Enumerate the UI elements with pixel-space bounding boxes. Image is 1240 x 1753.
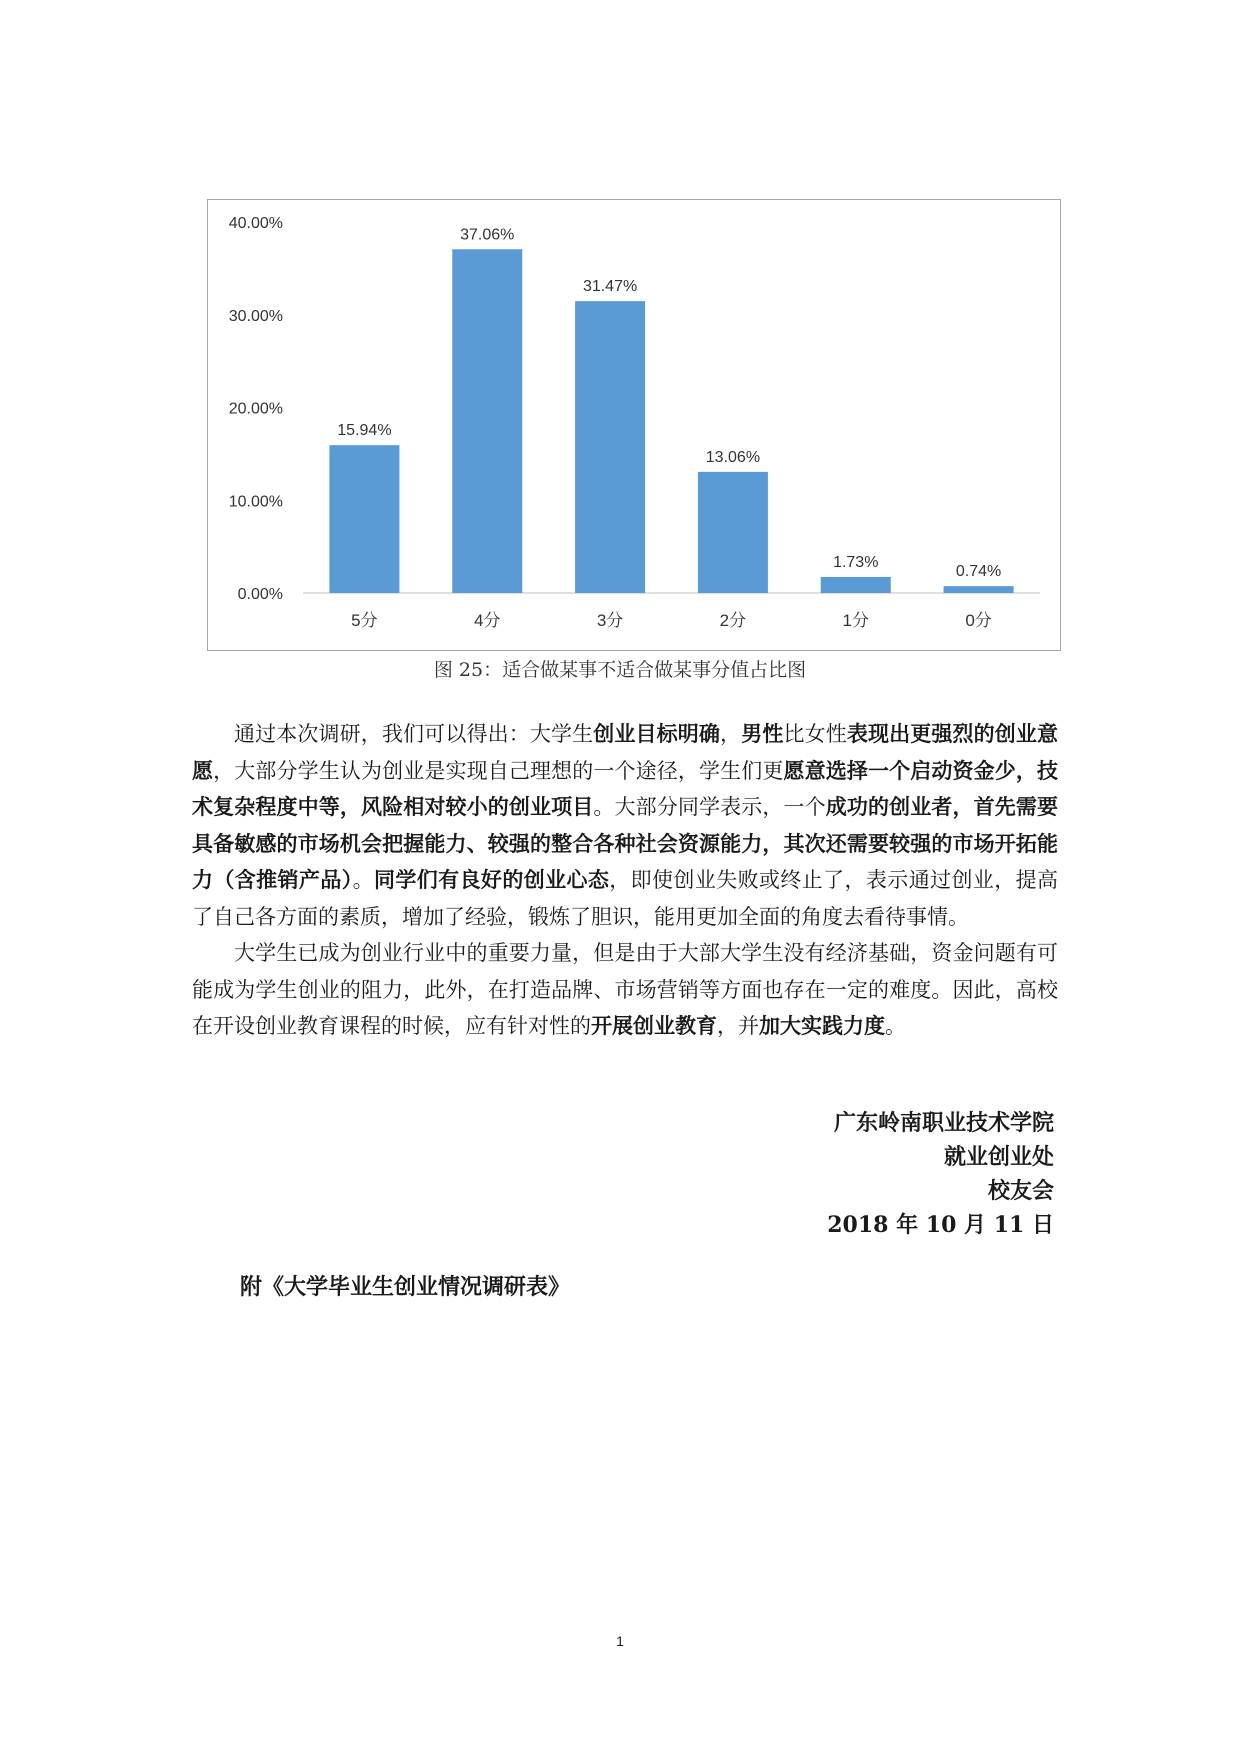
x-tick-label: 3分 — [596, 611, 624, 630]
signature-dept: 就业创业处 — [943, 1144, 1054, 1170]
paragraph-2 — [192, 935, 1058, 1045]
text-run-4: 。 — [885, 1014, 906, 1038]
x-tick-label: 4分 — [474, 611, 501, 630]
bold-text-run-1: 开展创业教育 — [591, 1013, 717, 1038]
bar-chart-svg — [208, 200, 1060, 650]
data-label: 0.74% — [955, 563, 1002, 581]
x-tick-label: 0分 — [965, 611, 992, 630]
bold-text-run-3: 男性 — [741, 721, 784, 746]
page-number: 1 — [616, 1633, 624, 1649]
bar — [821, 577, 891, 593]
bar-chart — [207, 199, 1061, 651]
text-run-2: ， — [720, 722, 742, 746]
y-tick-label: 0.00% — [237, 586, 283, 603]
bar — [698, 472, 768, 593]
data-label: 31.47% — [582, 278, 638, 296]
bold-text-run-5: 表现出更强烈的创业意愿 — [192, 721, 1059, 783]
appendix-title: 附《大学毕业生创业情况调研表》 — [240, 1274, 571, 1300]
body-text — [192, 716, 1058, 1045]
data-label: 37.06% — [460, 226, 515, 244]
bold-text-run-9: 成功的创业者，首先需要具备敏感的市场机会把握能力、较强的整合各种社会资源能力，其次还需要较强的市场开拓能力（含推销产品） — [192, 794, 1058, 892]
bar — [452, 249, 522, 593]
y-tick-label: 20.00% — [228, 400, 283, 418]
text-run-0: 通过本次调研，我们可以得出：大学生 — [234, 722, 594, 746]
y-tick-label: 10.00% — [228, 493, 283, 511]
bold-text-run-1: 创业目标明确 — [593, 721, 721, 746]
x-tick-label: 5分 — [351, 611, 378, 630]
x-tick-label: 1分 — [842, 611, 869, 630]
bar — [329, 445, 399, 593]
y-tick-label: 40.00% — [228, 215, 283, 232]
bar — [575, 301, 645, 593]
bold-text-run-3: 加大实践力度 — [759, 1013, 885, 1038]
paragraph-1 — [192, 716, 1058, 935]
text-run-8: 。大部分同学表示，一个 — [593, 795, 826, 819]
text-run-12: ，即使创业失败或终止了，表示通过创业，提高了自己各方面的素质，增加了经验，锻炼了胆识，能用更加全面的角度去看待事情。 — [192, 868, 1059, 929]
y-tick-label: 30.00% — [228, 307, 283, 325]
text-run-0: 大学生已成为创业行业中的重要力量，但是由于大部大学生没有经济基础，资金问题有可能成为学生创业的阻力，此外，在打造品牌、市场营销等方面也存在一定的难度。因此，高校在开设创业教育课程的时候，应有针对性的 — [192, 941, 1058, 1038]
signature-org: 广东岭南职业技术学院 — [833, 1110, 1054, 1136]
text-run-2: ，并 — [717, 1014, 759, 1038]
bar — [944, 586, 1014, 593]
data-label: 1.73% — [833, 553, 879, 571]
x-tick-label: 2分 — [719, 611, 747, 630]
signature-assoc: 校友会 — [987, 1178, 1054, 1204]
signature-block — [827, 1106, 1054, 1242]
figure-caption: 图 25：适合做某事不适合做某事分值占比图 — [433, 659, 807, 681]
data-label: 13.06% — [705, 448, 761, 466]
text-run-10: 。 — [352, 868, 374, 892]
signature-date: 2018 年 10 月 11 日 — [827, 1212, 1054, 1238]
data-label: 15.94% — [337, 422, 392, 440]
text-run-4: 比女性 — [783, 722, 847, 746]
bold-text-run-7: 愿意选择一个启动资金少，技术复杂程度中等，风险相对较小的创业项目 — [192, 757, 1058, 819]
text-run-6: ，大部分学生认为创业是实现自己理想的一个途径，学生们更 — [213, 758, 784, 783]
bold-text-run-11: 同学们有良好的创业心态 — [374, 867, 610, 892]
